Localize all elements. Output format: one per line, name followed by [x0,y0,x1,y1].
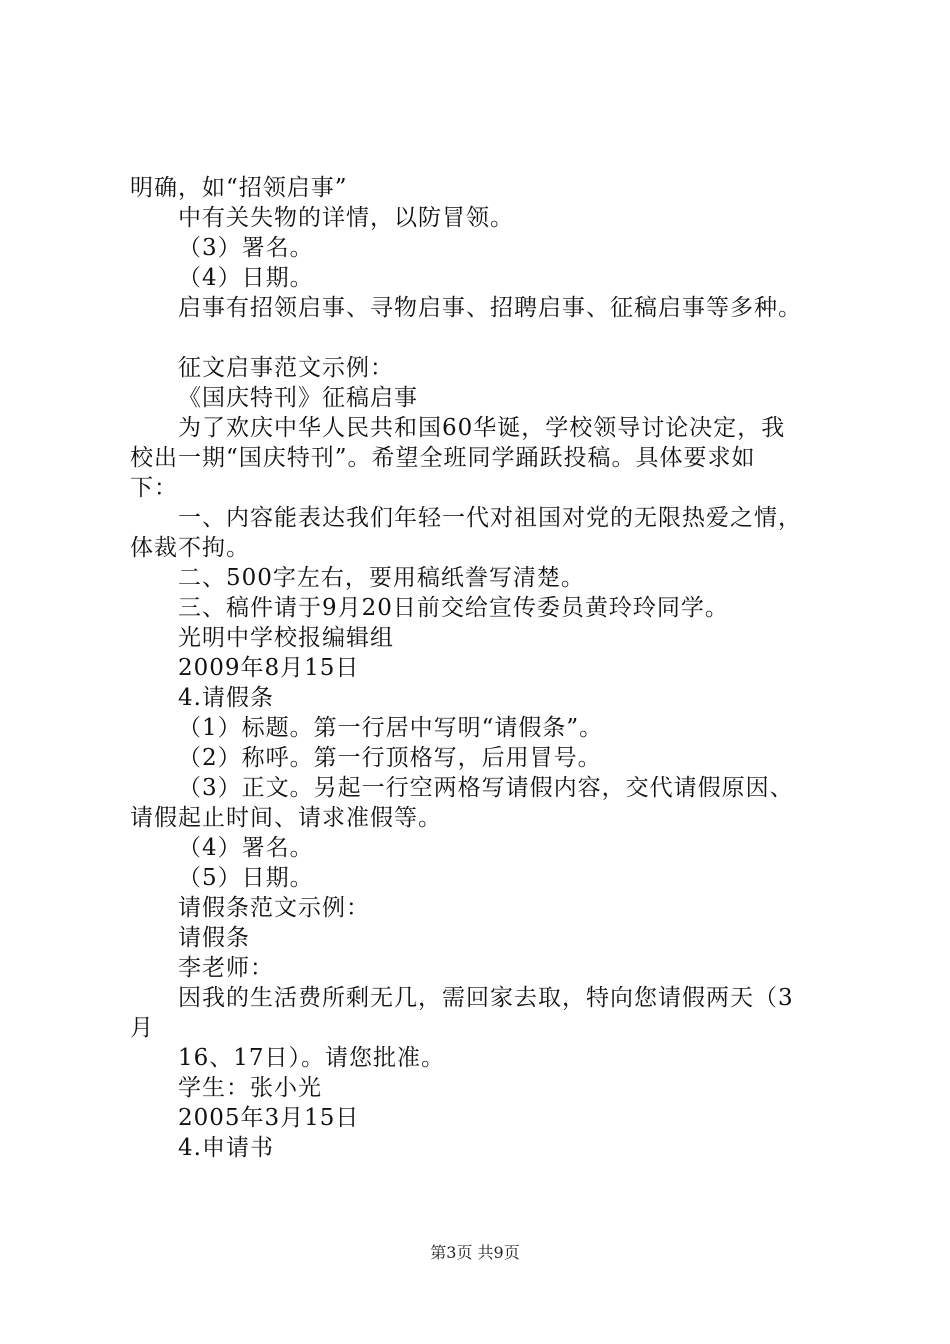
text-line: （5）日期。 [178,865,314,891]
text-line: 请假起止时间、请求准假等。 [130,805,442,831]
text-line: 二、500字左右，要用稿纸誊写清楚。 [178,565,585,591]
text-line: 下： [130,475,178,501]
text-line: 因我的生活费所剩无几，需回家去取，特向您请假两天（3 [178,985,794,1011]
blank-line [130,323,840,353]
text-line: 请假条范文示例： [178,895,370,921]
text-line: （1）标题。第一行居中写明“请假条”。 [178,715,604,741]
text-line: 4.申请书 [178,1135,274,1161]
text-line: 李老师： [178,955,274,981]
text-line: 光明中学校报编辑组 [178,625,394,651]
text-line: 校出一期“国庆特刊”。希望全班同学踊跃投稿。具体要求如 [130,445,756,471]
text-line: 请假条 [178,925,250,951]
text-line: （3）署名。 [178,235,314,261]
text-line: 月 [130,1015,154,1041]
text-line: 4.请假条 [178,685,274,711]
text-line: 学生：张小光 [178,1075,322,1101]
text-line: 一、内容能表达我们年轻一代对祖国对党的无限热爱之情， [178,505,802,531]
document-body [130,173,840,1163]
page-number-label: 第3页 共9页 [430,1243,520,1262]
text-line: （2）称呼。第一行顶格写，后用冒号。 [178,745,602,771]
text-line: 为了欢庆中华人民共和国60华诞，学校领导讨论决定，我 [178,415,786,441]
text-line: 明确，如“招领启事” [130,175,348,201]
text-line: 16、17日）。请您批准。 [178,1045,446,1071]
text-line: 体裁不拘。 [130,535,250,561]
text-line: 征文启事范文示例： [178,355,394,381]
text-line: 《国庆特刊》征稿启事 [178,385,418,411]
text-line: （4）署名。 [178,835,314,861]
text-line: 2009年8月15日 [178,655,360,681]
text-line: （3）正文。另起一行空两格写请假内容，交代请假原因、 [178,775,794,801]
text-line: （4）日期。 [178,265,314,291]
text-line: 启事有招领启事、寻物启事、招聘启事、征稿启事等多种。 [178,295,802,321]
page-footer [0,1243,950,1263]
text-line: 三、稿件请于9月20日前交给宣传委员黄玲玲同学。 [178,595,729,621]
text-line: 2005年3月15日 [178,1105,360,1131]
text-line: 中有关失物的详情，以防冒领。 [178,205,514,231]
